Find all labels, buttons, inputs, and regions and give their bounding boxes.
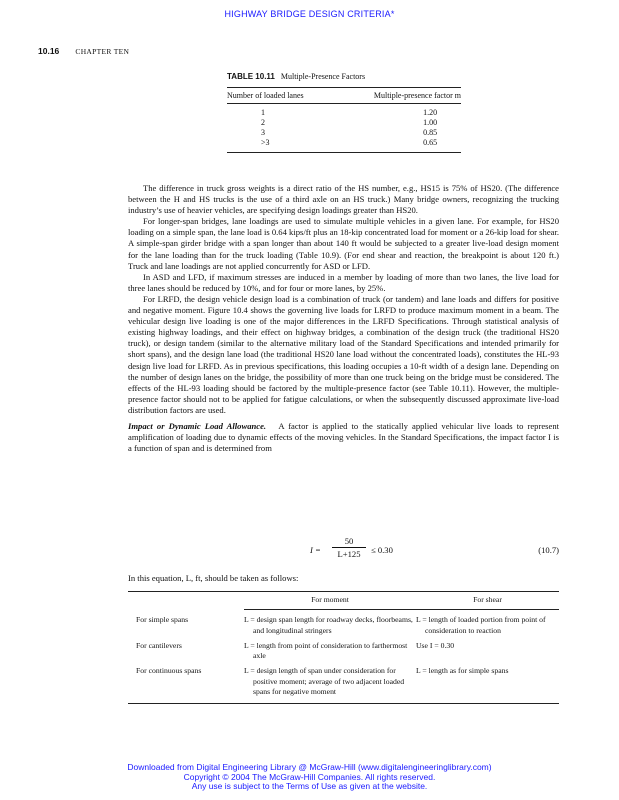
col-header-shear: For shear xyxy=(416,592,559,610)
footer-line-terms[interactable]: Any use is subject to the Terms of Use as given at the website. xyxy=(191,781,428,792)
shear-cell: L = length as for simple spans xyxy=(416,666,509,676)
table-row xyxy=(227,118,461,128)
case-cell: For continuous spans xyxy=(128,666,244,703)
equation-note: In this equation, L, ft, should be taken as follows: xyxy=(128,573,299,583)
equation-lhs: I = xyxy=(310,545,321,555)
paragraph xyxy=(128,421,559,454)
case-cell: For simple spans xyxy=(136,614,189,624)
moment-cell: L = length from point of consideration to farthermost axle xyxy=(244,640,408,661)
span-length-table xyxy=(128,591,559,704)
running-head xyxy=(38,46,129,56)
paragraph-text: A factor is applied to the statically applied vehicular live loads to represent amplification of loading due to dynamic effects of the moving vehicles. In the Standard Specifications, the impact factor I is a function of span and is determined from xyxy=(128,420,559,454)
paragraph: The difference in truck gross weights is a direct ratio of the HS number, e.g., HS15 is 75% of HS20. (The difference between the H and HS trucks is the use of a third axle on an HS truck.) Many bridge owners, recognizing the trucking industry’s use of heavier vehicles, are specifying design loadings greater than HS20. xyxy=(128,183,559,216)
footer-line-copyright: Copyright © 2004 The McGraw-Hill Companies. All rights reserved. xyxy=(183,771,436,782)
footer-line-download[interactable]: Downloaded from Digital Engineering Library @ McGraw-Hill (www.digitalengineeringlibrary.com) xyxy=(127,762,492,772)
col-header-factor: Multiple-presence factor m xyxy=(319,88,461,104)
factor-cell: 1.00 xyxy=(423,118,438,127)
table-row xyxy=(227,104,461,119)
factor-cell: 0.85 xyxy=(423,128,438,137)
table-label: TABLE 10.11 xyxy=(227,72,275,81)
factor-cell: 0.65 xyxy=(319,138,461,153)
paragraph: For longer-span bridges, lane loadings are used to simulate multiple vehicles in a given lane. For example, for HS20 loading on a simple span, the lane load is 0.64 kips/ft plus an 18-kip concentrated load for moment or a 26-kip load for shear. A simple-span girder bridge with a span longer than about 140 ft would be subjected to a greater live-load design moment for the lane loading than for the truck loading (Table 10.9). (For end shear and reaction, the breakpoint is about 120 ft.) Truck and lane loadings are not applied concurrently for ASD or LFD. xyxy=(128,216,559,271)
col-header-case xyxy=(128,592,244,610)
moment-cell: L = design length of span under consideration for positive moment; average of two adjacent loaded spans for negative moment xyxy=(244,666,405,697)
shear-cell: Use I = 0.30 xyxy=(416,640,455,650)
lanes-cell: 3 xyxy=(261,128,265,137)
page-banner: HIGHWAY BRIDGE DESIGN CRITERIA* xyxy=(224,9,395,19)
paragraph: For LRFD, the design vehicle design load is a combination of truck (or tandem) and lane loads and differs for positive and negative moment. Figure 10.4 shows the governing live loads for LRFD to produce maximum moment in a beam. The vehicular design live loading is one of the major differences in the LRFD Specifications. Through statistical analysis of existing highway loadings, and their effect on highway bridges, a combination of the design truck (the traditional HS20 truck), or design tandem (similar to the alternative military load of the Standard Specifications and intended primarily for short spans), and the design lane load (the traditional HS20 lane load without the concentrated loads), constitutes the HL-93 design live load for LRFD. As in previous specifications, this loading occupies a 10-ft width of a design lane. Depending on the number of design lanes on the bridge, the possibility of more than one truck being on the bridge must be considered. The effects of the HL-93 loading should be factored by the multiple-presence factor (see Table 10.11). However, the multiple-presence factor should not to be applied for fatigue calculations, or when the subsequently discussed approximate live-load distribution factors are used. xyxy=(128,293,559,415)
col-header-lanes: Number of loaded lanes xyxy=(227,88,319,104)
equation-fraction xyxy=(332,536,366,559)
equation-denominator: L+125 xyxy=(337,549,361,559)
equation-10-7 xyxy=(128,536,559,564)
paragraph: In ASD and LFD, if maximum stresses are induced in a member by loading of more than two lanes, the live load for three lanes should be reduced by 10%, and for four or more lanes, by 25%. xyxy=(128,271,559,293)
moment-cell: L = design span length for roadway decks, floorbeams, and longitudinal stringers xyxy=(244,615,413,635)
run-in-heading: Impact or Dynamic Load Allowance. xyxy=(128,420,267,431)
table-row xyxy=(128,610,559,641)
shear-cell: L = length of loaded portion from point of consideration to reaction xyxy=(416,615,546,635)
multiple-presence-table xyxy=(227,72,461,153)
body-text xyxy=(128,183,559,454)
table-row xyxy=(128,641,559,667)
col-header-moment: For moment xyxy=(244,592,416,610)
factor-cell: 1.20 xyxy=(423,108,438,117)
case-cell: For cantilevers xyxy=(136,640,182,650)
equation-number: (10.7) xyxy=(538,545,559,555)
lanes-cell: 1 xyxy=(261,108,265,117)
lanes-cell: >3 xyxy=(227,138,319,153)
chapter-label: CHAPTER TEN xyxy=(75,47,130,56)
table-row xyxy=(227,128,461,138)
table-title: Multiple-Presence Factors xyxy=(280,72,366,81)
lanes-cell: 2 xyxy=(261,118,265,127)
table-caption xyxy=(227,72,461,81)
table-row xyxy=(128,666,559,703)
equation-rhs: ≤ 0.30 xyxy=(371,545,393,555)
equation-numerator: 50 xyxy=(332,536,366,548)
page-number: 10.16 xyxy=(38,46,60,56)
table-row xyxy=(227,138,461,153)
footer-notice xyxy=(0,763,619,792)
